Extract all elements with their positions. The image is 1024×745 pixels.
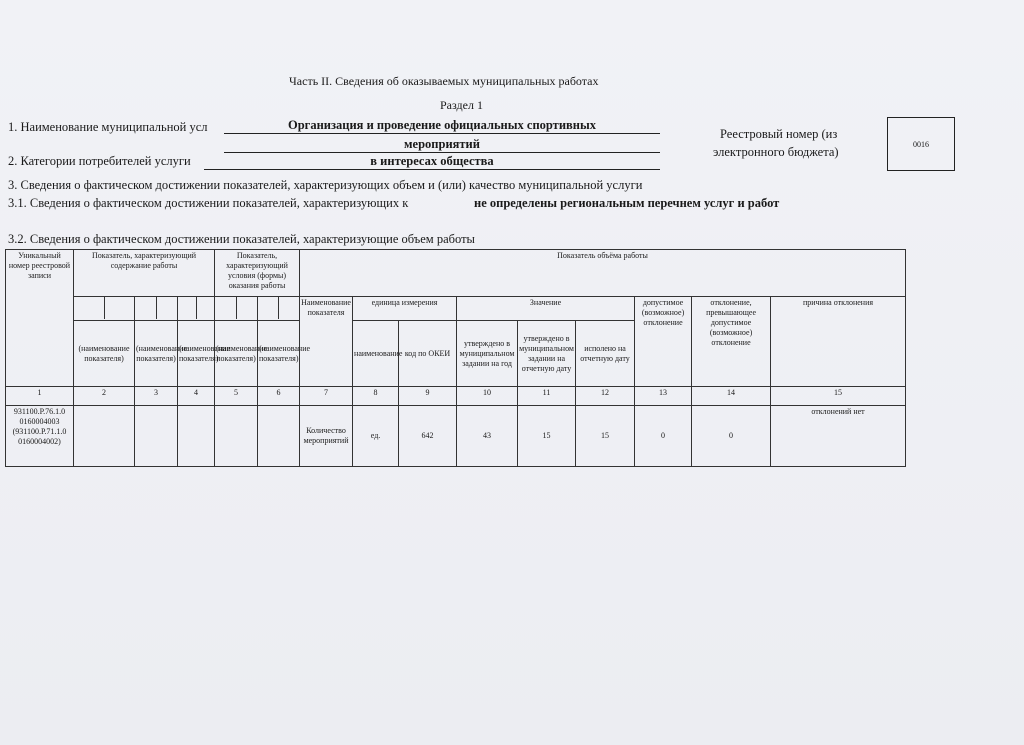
col-number: 9 (399, 387, 457, 406)
cell-empty (258, 406, 300, 467)
col-number: 8 (353, 387, 399, 406)
section-title: Раздел 1 (440, 98, 483, 112)
header-volume: Показатель объёма работы (300, 250, 906, 297)
content-subcell-3 (178, 297, 215, 321)
field-3-1-value: не определены региональным перечнем услуг и работ (474, 196, 780, 210)
field-2-value: в интересах общества (204, 154, 660, 170)
field-3: 3. Сведения о фактическом достижении показателей, характеризующих объем и (или) качество муниципальной услуги (8, 178, 643, 192)
cell-empty (178, 406, 215, 467)
col-number: 2 (74, 387, 135, 406)
header-value: Значение (457, 297, 635, 321)
sub-header-approved-date: утверждено в муниципальном задании на отчетную дату (518, 321, 576, 387)
cell-empty (74, 406, 135, 467)
registry-number-box (887, 117, 955, 171)
content-subcell-2 (135, 297, 178, 321)
sub-header-executed: исполено на отчетную дату (576, 321, 635, 387)
cell-okei: 642 (399, 406, 457, 467)
sub-header-name-2: (наименование показателя) (135, 321, 178, 387)
col-number: 15 (771, 387, 906, 406)
sub-header-okei: код по ОКЕИ (399, 321, 457, 387)
header-indicator-name: Наименование показателя (300, 297, 353, 387)
field-1-value-line1: Организация и проведение официальных спортивных (224, 118, 660, 134)
cell-empty (215, 406, 258, 467)
header-conditions: Показатель, характеризующий условия (формы) оказания работы (215, 250, 300, 297)
header-excess-deviation: отклонение, превышающее допустимое (возможное) отклонение (692, 297, 771, 387)
cell-registry-number: 931100.Р.76.1.0 0160004003 (931100.Р.71.1.0 0160004002) (6, 406, 74, 467)
sub-header-approved-year: утверждено в муниципальном задании на год (457, 321, 518, 387)
sub-header-name-1: (наименование показателя) (74, 321, 135, 387)
conditions-subcell-1 (215, 297, 258, 321)
cell-executed: 15 (576, 406, 635, 467)
volume-table (5, 249, 906, 467)
col-number: 12 (576, 387, 635, 406)
col-number: 10 (457, 387, 518, 406)
cell-approved-year: 43 (457, 406, 518, 467)
col-number: 3 (135, 387, 178, 406)
registry-label-line1: Реестровый номер (из (720, 127, 838, 141)
content-subcell-1 (74, 297, 135, 321)
header-allowed-deviation: допустимое (возможное) отклонение (635, 297, 692, 387)
col-number: 4 (178, 387, 215, 406)
field-3-2: 3.2. Сведения о фактическом достижении показателей, характеризующие объем работы (8, 232, 475, 246)
sub-header-unit-name: наименование (353, 321, 399, 387)
header-content: Показатель, характеризующий содержание работы (74, 250, 215, 297)
conditions-subcell-2 (258, 297, 300, 321)
sub-header-name-4: (наименование показателя) (215, 321, 258, 387)
header-unit: единица измерения (353, 297, 457, 321)
part-title: Часть II. Сведения об оказываемых муниципальных работах (289, 74, 599, 88)
col-number: 1 (6, 387, 74, 406)
table-row (6, 406, 906, 467)
header-deviation-reason: причина отклонения (771, 297, 906, 387)
col-number: 13 (635, 387, 692, 406)
cell-approved-date: 15 (518, 406, 576, 467)
col-number: 14 (692, 387, 771, 406)
registry-number: 0016 (913, 139, 929, 149)
field-1-value-line2: мероприятий (224, 137, 660, 153)
cell-reason: отклонений нет (771, 406, 906, 467)
header-unique-number: Уникальный номер реестровой записи (6, 250, 74, 387)
col-number: 5 (215, 387, 258, 406)
field-2-label: 2. Категории потребителей услуги (8, 154, 191, 168)
col-number: 6 (258, 387, 300, 406)
sub-header-name-3: (наименование показателя) (178, 321, 215, 387)
col-number: 11 (518, 387, 576, 406)
field-1-label: 1. Наименование муниципальной усл (8, 120, 208, 134)
cell-allowed: 0 (635, 406, 692, 467)
col-number: 7 (300, 387, 353, 406)
sub-header-name-5: (наименование показателя) (258, 321, 300, 387)
cell-deviation: 0 (692, 406, 771, 467)
field-3-1-label: 3.1. Сведения о фактическом достижении показателей, характеризующих к (8, 196, 409, 210)
cell-empty (135, 406, 178, 467)
cell-indicator-name: Количество мероприятий (300, 406, 353, 467)
registry-label-line2: электронного бюджета) (713, 145, 839, 159)
cell-unit: ед. (353, 406, 399, 467)
